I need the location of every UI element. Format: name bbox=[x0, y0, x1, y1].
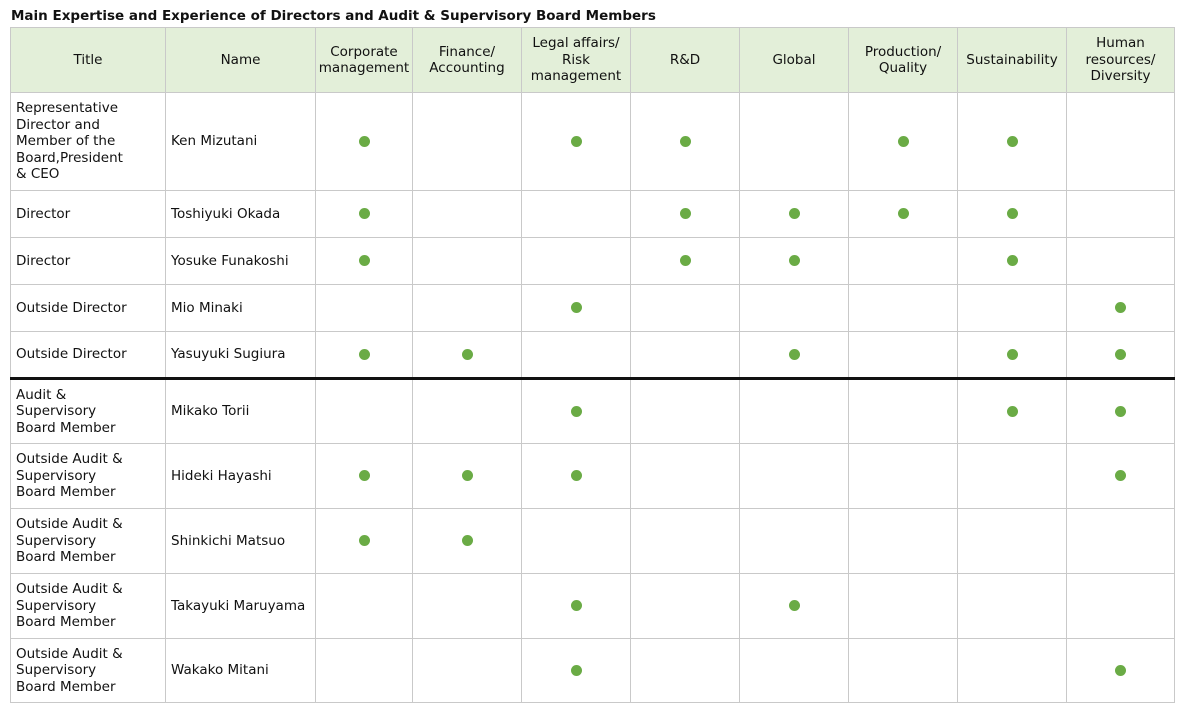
header-row bbox=[11, 28, 1175, 93]
expertise-cell bbox=[740, 444, 849, 509]
expertise-dot-icon bbox=[1115, 665, 1126, 676]
expertise-cell bbox=[316, 379, 413, 444]
expertise-cell bbox=[958, 574, 1067, 639]
expertise-cell bbox=[740, 93, 849, 191]
expertise-cell bbox=[316, 191, 413, 238]
expertise-cell bbox=[958, 639, 1067, 703]
member-title: Outside Audit & Supervisory Board Member bbox=[16, 451, 123, 501]
expertise-dot-icon bbox=[680, 255, 691, 266]
expertise-cell bbox=[631, 332, 740, 379]
expertise-cell bbox=[522, 191, 631, 238]
expertise-cell bbox=[522, 509, 631, 574]
column-header: Human resources/ Diversity bbox=[1067, 28, 1175, 93]
expertise-dot-icon bbox=[789, 600, 800, 611]
expertise-dot-icon bbox=[359, 535, 370, 546]
expertise-dot-icon bbox=[462, 349, 473, 360]
table-row bbox=[11, 639, 1175, 703]
member-name: Mio Minaki bbox=[171, 299, 243, 316]
member-name: Mikako Torii bbox=[171, 403, 250, 420]
table-body bbox=[11, 93, 1175, 703]
column-header: Production/ Quality bbox=[849, 28, 958, 93]
expertise-dot-icon bbox=[571, 406, 582, 417]
title-cell bbox=[11, 444, 166, 509]
expertise-dot-icon bbox=[1007, 406, 1018, 417]
expertise-cell bbox=[958, 285, 1067, 332]
expertise-cell bbox=[1067, 332, 1175, 379]
column-header: Title bbox=[11, 28, 166, 93]
title-cell bbox=[11, 191, 166, 238]
column-header: Legal affairs/ Risk management bbox=[522, 28, 631, 93]
column-header: Sustainability bbox=[958, 28, 1067, 93]
expertise-cell bbox=[1067, 639, 1175, 703]
expertise-cell bbox=[958, 379, 1067, 444]
expertise-dot-icon bbox=[789, 255, 800, 266]
expertise-cell bbox=[413, 238, 522, 285]
expertise-cell bbox=[958, 444, 1067, 509]
expertise-cell bbox=[631, 285, 740, 332]
expertise-dot-icon bbox=[462, 535, 473, 546]
expertise-cell bbox=[740, 574, 849, 639]
expertise-cell bbox=[740, 285, 849, 332]
expertise-cell bbox=[1067, 509, 1175, 574]
expertise-dot-icon bbox=[898, 136, 909, 147]
title-cell bbox=[11, 93, 166, 191]
member-name: Hideki Hayashi bbox=[171, 467, 272, 484]
member-title: Representative Director and Member of the Board,President & CEO bbox=[16, 100, 123, 183]
expertise-dot-icon bbox=[1007, 349, 1018, 360]
column-header: Global bbox=[740, 28, 849, 93]
expertise-cell bbox=[740, 238, 849, 285]
expertise-cell bbox=[849, 379, 958, 444]
column-header: Finance/ Accounting bbox=[413, 28, 522, 93]
expertise-cell bbox=[413, 93, 522, 191]
expertise-cell bbox=[1067, 444, 1175, 509]
name-cell bbox=[166, 285, 316, 332]
expertise-dot-icon bbox=[359, 208, 370, 219]
name-cell bbox=[166, 444, 316, 509]
member-title: Director bbox=[16, 205, 71, 222]
expertise-cell bbox=[316, 639, 413, 703]
table-row bbox=[11, 574, 1175, 639]
member-title: Outside Director bbox=[16, 346, 127, 363]
table-row bbox=[11, 285, 1175, 332]
table-row bbox=[11, 444, 1175, 509]
table-row bbox=[11, 379, 1175, 444]
title-cell bbox=[11, 379, 166, 444]
expertise-cell bbox=[522, 574, 631, 639]
expertise-cell bbox=[413, 191, 522, 238]
expertise-cell bbox=[316, 574, 413, 639]
member-name: Toshiyuki Okada bbox=[171, 205, 281, 222]
expertise-cell bbox=[413, 639, 522, 703]
expertise-cell bbox=[849, 444, 958, 509]
member-name: Wakako Mitani bbox=[171, 662, 269, 679]
expertise-dot-icon bbox=[571, 136, 582, 147]
expertise-cell bbox=[1067, 379, 1175, 444]
name-cell bbox=[166, 93, 316, 191]
name-cell bbox=[166, 639, 316, 703]
expertise-cell bbox=[316, 93, 413, 191]
expertise-cell bbox=[958, 93, 1067, 191]
name-cell bbox=[166, 379, 316, 444]
expertise-cell bbox=[316, 238, 413, 285]
expertise-dot-icon bbox=[789, 349, 800, 360]
expertise-cell bbox=[1067, 93, 1175, 191]
expertise-cell bbox=[631, 379, 740, 444]
expertise-cell bbox=[849, 574, 958, 639]
expertise-cell bbox=[849, 238, 958, 285]
expertise-cell bbox=[849, 332, 958, 379]
title-cell bbox=[11, 574, 166, 639]
page-title: Main Expertise and Experience of Directors and Audit & Supervisory Board Members bbox=[11, 8, 656, 24]
expertise-cell bbox=[522, 379, 631, 444]
expertise-cell bbox=[413, 379, 522, 444]
name-cell bbox=[166, 332, 316, 379]
expertise-cell bbox=[631, 574, 740, 639]
column-header: R&D bbox=[631, 28, 740, 93]
expertise-dot-icon bbox=[359, 470, 370, 481]
expertise-cell bbox=[958, 332, 1067, 379]
expertise-dot-icon bbox=[462, 470, 473, 481]
member-title: Outside Audit & Supervisory Board Member bbox=[16, 516, 123, 566]
expertise-dot-icon bbox=[1115, 349, 1126, 360]
member-title: Audit & Supervisory Board Member bbox=[16, 386, 116, 436]
expertise-cell bbox=[740, 332, 849, 379]
name-cell bbox=[166, 574, 316, 639]
table-row bbox=[11, 191, 1175, 238]
expertise-cell bbox=[849, 509, 958, 574]
expertise-cell bbox=[413, 285, 522, 332]
title-cell bbox=[11, 509, 166, 574]
member-title: Outside Director bbox=[16, 299, 127, 316]
expertise-cell bbox=[1067, 285, 1175, 332]
expertise-cell bbox=[631, 238, 740, 285]
expertise-cell bbox=[631, 509, 740, 574]
member-name: Shinkichi Matsuo bbox=[171, 532, 286, 549]
expertise-cell bbox=[522, 238, 631, 285]
expertise-matrix-table bbox=[10, 27, 1175, 703]
name-cell bbox=[166, 509, 316, 574]
expertise-dot-icon bbox=[1115, 302, 1126, 313]
expertise-dot-icon bbox=[1115, 470, 1126, 481]
expertise-dot-icon bbox=[1007, 255, 1018, 266]
member-name: Ken Mizutani bbox=[171, 133, 258, 150]
expertise-dot-icon bbox=[898, 208, 909, 219]
expertise-cell bbox=[631, 639, 740, 703]
member-name: Takayuki Maruyama bbox=[171, 597, 306, 614]
expertise-cell bbox=[413, 444, 522, 509]
table-row bbox=[11, 509, 1175, 574]
expertise-cell bbox=[522, 93, 631, 191]
expertise-cell bbox=[316, 509, 413, 574]
column-header: Corporate management bbox=[316, 28, 413, 93]
title-cell bbox=[11, 285, 166, 332]
expertise-cell bbox=[631, 191, 740, 238]
expertise-cell bbox=[958, 509, 1067, 574]
expertise-cell bbox=[849, 285, 958, 332]
expertise-cell bbox=[740, 639, 849, 703]
expertise-cell bbox=[522, 285, 631, 332]
expertise-dot-icon bbox=[359, 255, 370, 266]
column-header: Name bbox=[166, 28, 316, 93]
title-cell bbox=[11, 639, 166, 703]
expertise-cell bbox=[316, 444, 413, 509]
expertise-dot-icon bbox=[1007, 136, 1018, 147]
expertise-cell bbox=[522, 444, 631, 509]
member-name: Yasuyuki Sugiura bbox=[171, 346, 286, 363]
expertise-cell bbox=[958, 238, 1067, 285]
expertise-dot-icon bbox=[359, 136, 370, 147]
expertise-dot-icon bbox=[1007, 208, 1018, 219]
expertise-cell bbox=[522, 639, 631, 703]
table-row bbox=[11, 238, 1175, 285]
member-title: Outside Audit & Supervisory Board Member bbox=[16, 581, 123, 631]
expertise-cell bbox=[1067, 238, 1175, 285]
expertise-cell bbox=[1067, 574, 1175, 639]
expertise-dot-icon bbox=[359, 349, 370, 360]
expertise-cell bbox=[740, 191, 849, 238]
expertise-cell bbox=[958, 191, 1067, 238]
member-name: Yosuke Funakoshi bbox=[171, 252, 289, 269]
expertise-dot-icon bbox=[680, 208, 691, 219]
expertise-cell bbox=[1067, 191, 1175, 238]
expertise-dot-icon bbox=[571, 600, 582, 611]
expertise-cell bbox=[413, 509, 522, 574]
title-cell bbox=[11, 238, 166, 285]
expertise-cell bbox=[522, 332, 631, 379]
table-row bbox=[11, 332, 1175, 379]
expertise-cell bbox=[631, 444, 740, 509]
expertise-cell bbox=[413, 574, 522, 639]
name-cell bbox=[166, 191, 316, 238]
expertise-cell bbox=[849, 93, 958, 191]
expertise-cell bbox=[849, 191, 958, 238]
expertise-dot-icon bbox=[571, 470, 582, 481]
expertise-cell bbox=[631, 93, 740, 191]
member-title: Outside Audit & Supervisory Board Member bbox=[16, 645, 123, 695]
expertise-dot-icon bbox=[571, 302, 582, 313]
expertise-cell bbox=[740, 509, 849, 574]
expertise-cell bbox=[849, 639, 958, 703]
expertise-cell bbox=[740, 379, 849, 444]
expertise-dot-icon bbox=[571, 665, 582, 676]
member-title: Director bbox=[16, 252, 71, 269]
expertise-dot-icon bbox=[1115, 406, 1126, 417]
expertise-dot-icon bbox=[680, 136, 691, 147]
table-row bbox=[11, 93, 1175, 191]
expertise-cell bbox=[316, 332, 413, 379]
name-cell bbox=[166, 238, 316, 285]
title-cell bbox=[11, 332, 166, 379]
expertise-cell bbox=[316, 285, 413, 332]
expertise-dot-icon bbox=[789, 208, 800, 219]
expertise-cell bbox=[413, 332, 522, 379]
